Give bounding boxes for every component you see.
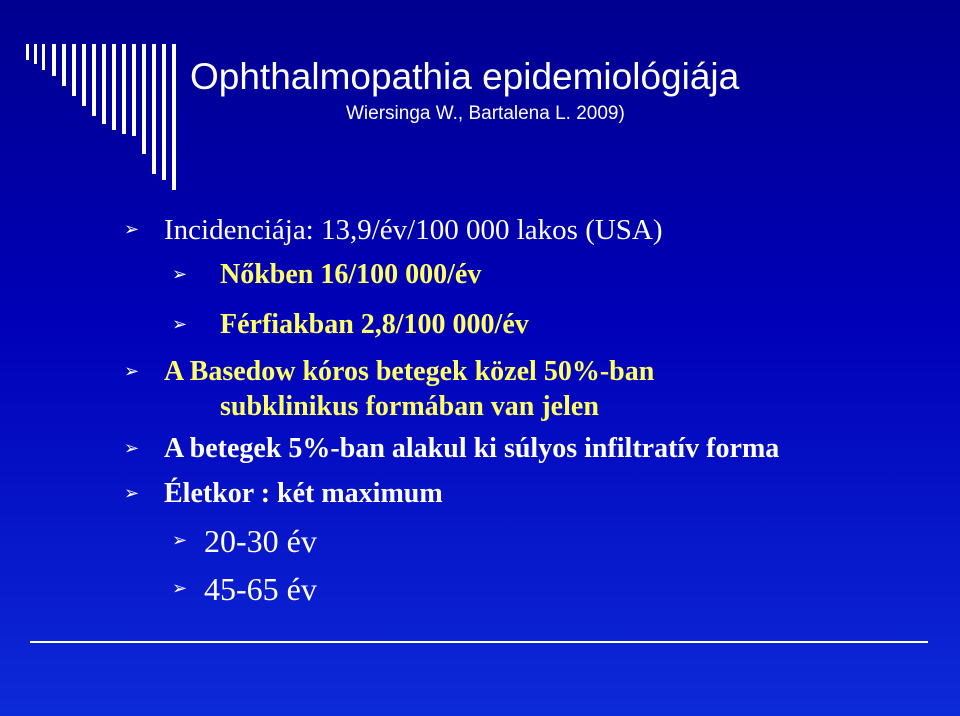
stripe bbox=[142, 44, 146, 154]
stripe bbox=[52, 44, 56, 76]
stripe bbox=[34, 44, 37, 64]
stripe bbox=[42, 44, 45, 70]
bullet-text: 45-65 év bbox=[204, 571, 317, 607]
footer-divider bbox=[30, 641, 928, 643]
stripe bbox=[152, 44, 156, 174]
arrowhead-bullet-icon: ➢ bbox=[124, 361, 140, 382]
stripe bbox=[26, 44, 29, 60]
bullet-text: Életkor : két maximum bbox=[164, 478, 443, 509]
stripe bbox=[162, 44, 166, 180]
arrowhead-bullet-icon: ➢ bbox=[124, 219, 140, 240]
bullet-text: Férfiakban 2,8/100 000/év bbox=[220, 309, 529, 340]
arrowhead-bullet-icon: ➢ bbox=[172, 530, 188, 551]
stripe bbox=[92, 44, 96, 116]
slide-subtitle: Wiersinga W., Bartalena L. 2009) bbox=[346, 103, 625, 124]
slide-title: Ophthalmopathia epidemiológiája bbox=[190, 56, 740, 97]
arrowhead-bullet-icon: ➢ bbox=[172, 264, 188, 285]
arrowhead-bullet-icon: ➢ bbox=[172, 314, 188, 335]
decorative-stripes bbox=[26, 44, 186, 194]
stripe bbox=[82, 44, 86, 106]
stripe bbox=[122, 44, 126, 134]
stripe bbox=[112, 44, 116, 130]
stripe bbox=[172, 44, 176, 190]
bullet-text: A betegek 5%-ban alakul ki súlyos infiltratív forma bbox=[164, 433, 780, 464]
bullet-text: subklinikus formában van jelen bbox=[220, 391, 599, 422]
arrowhead-bullet-icon: ➢ bbox=[124, 483, 140, 504]
stripe bbox=[72, 44, 76, 96]
stripe bbox=[132, 44, 136, 136]
bullet-text: A Basedow kóros betegek közel 50%-ban bbox=[164, 356, 655, 387]
bullet-text: Incidenciája: 13,9/év/100 000 lakos (USA) bbox=[164, 214, 663, 246]
arrowhead-bullet-icon: ➢ bbox=[124, 438, 140, 459]
bullet-text: Nőkben 16/100 000/év bbox=[220, 259, 482, 290]
bullet-text: 20-30 év bbox=[204, 523, 317, 559]
stripe bbox=[102, 44, 106, 124]
stripe bbox=[62, 44, 66, 86]
arrowhead-bullet-icon: ➢ bbox=[172, 578, 188, 599]
